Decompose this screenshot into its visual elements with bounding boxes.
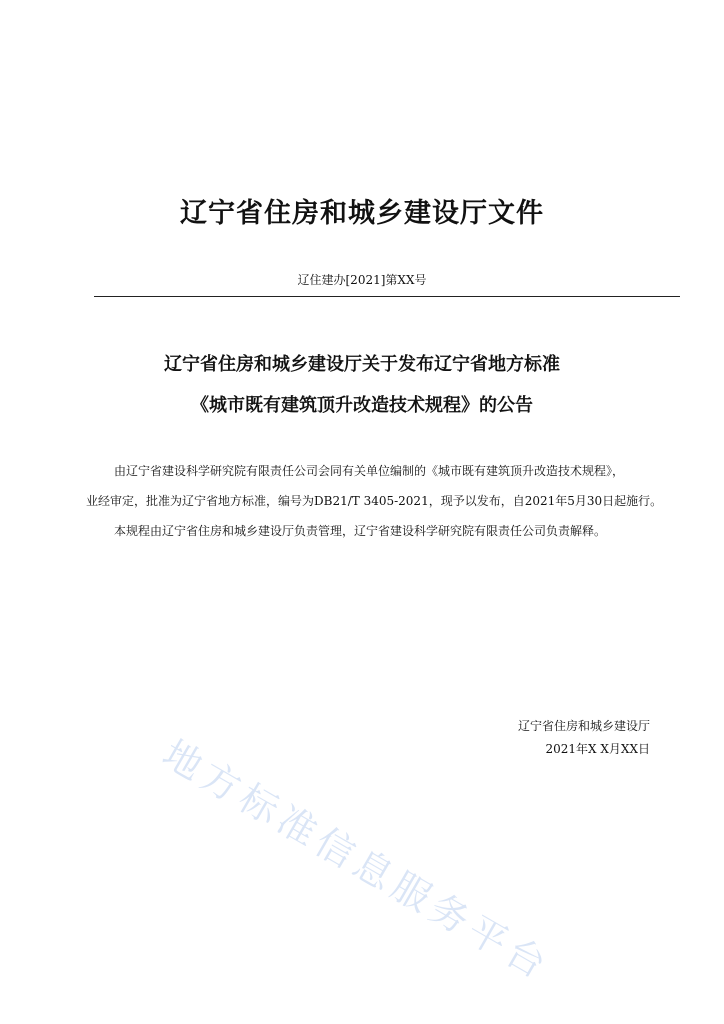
header-divider xyxy=(94,296,680,297)
body-paragraph-1-line-1: 由辽宁省建设科学研究院有限责任公司会同有关单位编制的《城市既有建筑顶升改造技术规程》， xyxy=(114,464,625,478)
notice-title-line-2: 《城市既有建筑顶升改造技术规程》的公告 xyxy=(191,395,533,416)
document-title: 辽宁省住房和城乡建设厅文件 xyxy=(180,198,544,229)
signature-date: 2021年X X月XX日 xyxy=(545,742,650,756)
body-paragraph-2: 本规程由辽宁省住房和城乡建设厅负责管理，辽宁省建设科学研究院有限责任公司负责解释。 xyxy=(114,524,607,538)
body-paragraph-1-line-2: 业经审定，批准为辽宁省地方标准，编号为DB21/T 3405-2021，现予以发布，自2021年5月30日起施行。 xyxy=(86,494,663,508)
watermark-text: 地方标准信息服务平台 xyxy=(155,731,559,990)
notice-title-line-1: 辽宁省住房和城乡建设厅关于发布辽宁省地方标准 xyxy=(164,354,560,375)
document-number: 辽住建办[2021]第XX号 xyxy=(297,273,427,287)
signature-organization: 辽宁省住房和城乡建设厅 xyxy=(517,719,650,733)
